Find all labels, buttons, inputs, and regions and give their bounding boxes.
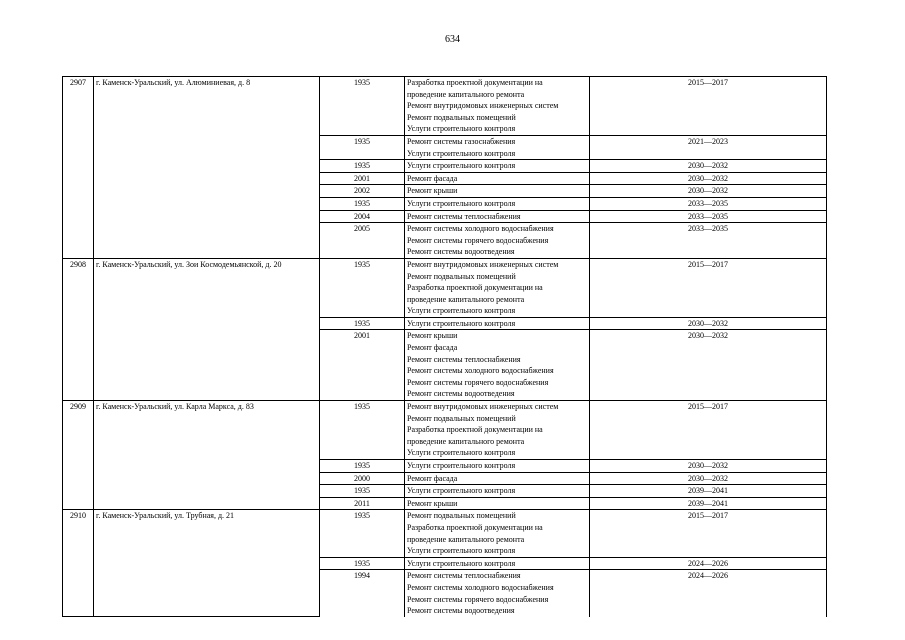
building-number-cell: 2908 (63, 258, 94, 400)
address-cell: г. Каменск-Уральский, ул. Зои Космодемьянской, д. 20 (94, 258, 320, 400)
year-cell: 2005 (320, 223, 405, 259)
work-item: Услуги строительного контроля (407, 148, 516, 158)
works-cell (405, 185, 590, 198)
works-cell (405, 258, 590, 317)
works-cell (405, 401, 590, 460)
year-cell: 2002 (320, 185, 405, 198)
works-cell (405, 210, 590, 223)
building-number-cell: 2909 (63, 401, 94, 510)
work-item: Ремонт системы горячего водоснабжения (407, 377, 549, 387)
address-cell: г. Каменск-Уральский, ул. Трубная, д. 21 (94, 510, 320, 617)
work-item: Ремонт подвальных помещений (407, 413, 516, 423)
work-item: Разработка проектной документации на (407, 522, 543, 532)
work-item: Ремонт системы водоотведения (407, 247, 515, 257)
work-item: Ремонт системы холодного водоснабжения (407, 582, 554, 592)
year-cell: 1935 (320, 317, 405, 330)
period-cell: 2021—2023 (590, 135, 827, 159)
year-cell: 2011 (320, 497, 405, 510)
period-cell: 2015—2017 (590, 77, 827, 136)
year-cell: 2001 (320, 172, 405, 185)
works-cell (405, 485, 590, 498)
work-item: Услуги строительного контроля (407, 124, 516, 134)
works-cell (405, 570, 590, 617)
year-cell: 1935 (320, 197, 405, 210)
work-item: Ремонт внутридомовых инженерных систем (407, 402, 559, 412)
year-cell: 1935 (320, 401, 405, 460)
period-cell: 2030—2032 (590, 472, 827, 485)
year-cell: 1935 (320, 510, 405, 557)
year-cell: 2004 (320, 210, 405, 223)
work-item: проведение капитального ремонта (407, 89, 525, 99)
work-item: Ремонт системы теплоснабжения (407, 211, 521, 221)
year-cell: 1935 (320, 77, 405, 136)
work-item: Ремонт фасада (407, 473, 458, 483)
works-cell (405, 160, 590, 173)
work-item: Услуги строительного контроля (407, 318, 516, 328)
table-row (63, 77, 827, 136)
period-cell: 2039—2041 (590, 485, 827, 498)
work-item: Услуги строительного контроля (407, 546, 516, 556)
work-item: Услуги строительного контроля (407, 161, 516, 171)
work-item: Разработка проектной документации на (407, 78, 543, 87)
work-item: Ремонт системы горячего водоснабжения (407, 594, 549, 604)
period-cell: 2033—2035 (590, 197, 827, 210)
works-cell (405, 510, 590, 557)
work-item: Ремонт крыши (407, 498, 458, 508)
building-number-cell: 2907 (63, 77, 94, 259)
period-cell: 2030—2032 (590, 160, 827, 173)
page-number: 634 (445, 34, 460, 45)
year-cell: 1935 (320, 258, 405, 317)
period-cell: 2030—2032 (590, 172, 827, 185)
period-cell: 2015—2017 (590, 401, 827, 460)
work-item: Услуги строительного контроля (407, 306, 516, 316)
work-item: проведение капитального ремонта (407, 294, 525, 304)
works-cell (405, 460, 590, 473)
year-cell: 1935 (320, 460, 405, 473)
work-item: Ремонт крыши (407, 186, 458, 196)
period-cell: 2030—2032 (590, 460, 827, 473)
works-cell (405, 497, 590, 510)
table-row (63, 510, 827, 557)
work-item: Ремонт системы водоотведения (407, 606, 515, 616)
work-item: Ремонт фасада (407, 173, 458, 183)
work-item: Ремонт подвальных помещений (407, 112, 516, 122)
work-item: Разработка проектной документации на (407, 425, 543, 435)
address-cell: г. Каменск-Уральский, ул. Алюминиевая, д. 8 (94, 77, 320, 259)
work-item: Ремонт системы водоотведения (407, 389, 515, 399)
year-cell: 2000 (320, 472, 405, 485)
works-cell (405, 172, 590, 185)
work-item: Ремонт подвальных помещений (407, 511, 516, 521)
period-cell: 2033—2035 (590, 210, 827, 223)
work-item: Услуги строительного контроля (407, 198, 516, 208)
year-cell: 1935 (320, 557, 405, 570)
year-cell: 1935 (320, 135, 405, 159)
work-item: Ремонт системы теплоснабжения (407, 571, 521, 581)
year-cell: 1994 (320, 570, 405, 617)
period-cell: 2030—2032 (590, 317, 827, 330)
work-item: Ремонт подвальных помещений (407, 271, 516, 281)
works-cell (405, 223, 590, 259)
year-cell: 2001 (320, 330, 405, 401)
work-item: Ремонт системы холодного водоснабжения (407, 366, 554, 376)
table-row (63, 401, 827, 460)
period-cell: 2024—2026 (590, 570, 827, 617)
table-row (63, 258, 827, 317)
work-item: Ремонт системы холодного водоснабжения (407, 224, 554, 234)
works-cell (405, 135, 590, 159)
works-cell (405, 317, 590, 330)
works-cell (405, 472, 590, 485)
work-item: Ремонт фасада (407, 343, 458, 353)
year-cell: 1935 (320, 485, 405, 498)
work-item: Услуги строительного контроля (407, 558, 516, 568)
work-item: Ремонт системы газоснабжения (407, 136, 516, 146)
period-cell: 2024—2026 (590, 557, 827, 570)
works-cell (405, 330, 590, 401)
period-cell: 2030—2032 (590, 330, 827, 401)
building-number-cell: 2910 (63, 510, 94, 617)
work-item: Ремонт системы теплоснабжения (407, 354, 521, 364)
work-item: Услуги строительного контроля (407, 461, 516, 470)
work-item: Ремонт крыши (407, 331, 458, 341)
period-cell: 2033—2035 (590, 223, 827, 259)
work-item: Разработка проектной документации на (407, 283, 543, 293)
period-cell: 2039—2041 (590, 497, 827, 510)
work-item: Ремонт внутридомовых инженерных систем (407, 101, 559, 111)
work-item: проведение капитального ремонта (407, 436, 525, 446)
work-item: проведение капитального ремонта (407, 534, 525, 544)
address-cell: г. Каменск-Уральский, ул. Карла Маркса, д. 83 (94, 401, 320, 510)
work-item: Услуги строительного контроля (407, 486, 516, 496)
works-cell (405, 557, 590, 570)
work-item: Ремонт внутридомовых инженерных систем (407, 259, 559, 269)
works-cell (405, 197, 590, 210)
works-cell (405, 77, 590, 136)
period-cell: 2030—2032 (590, 185, 827, 198)
table-body (63, 77, 827, 617)
work-item: Услуги строительного контроля (407, 448, 516, 458)
work-item: Ремонт системы горячего водоснабжения (407, 235, 549, 245)
capital-repair-table (62, 76, 827, 617)
period-cell: 2015—2017 (590, 258, 827, 317)
year-cell: 1935 (320, 160, 405, 173)
period-cell: 2015—2017 (590, 510, 827, 557)
